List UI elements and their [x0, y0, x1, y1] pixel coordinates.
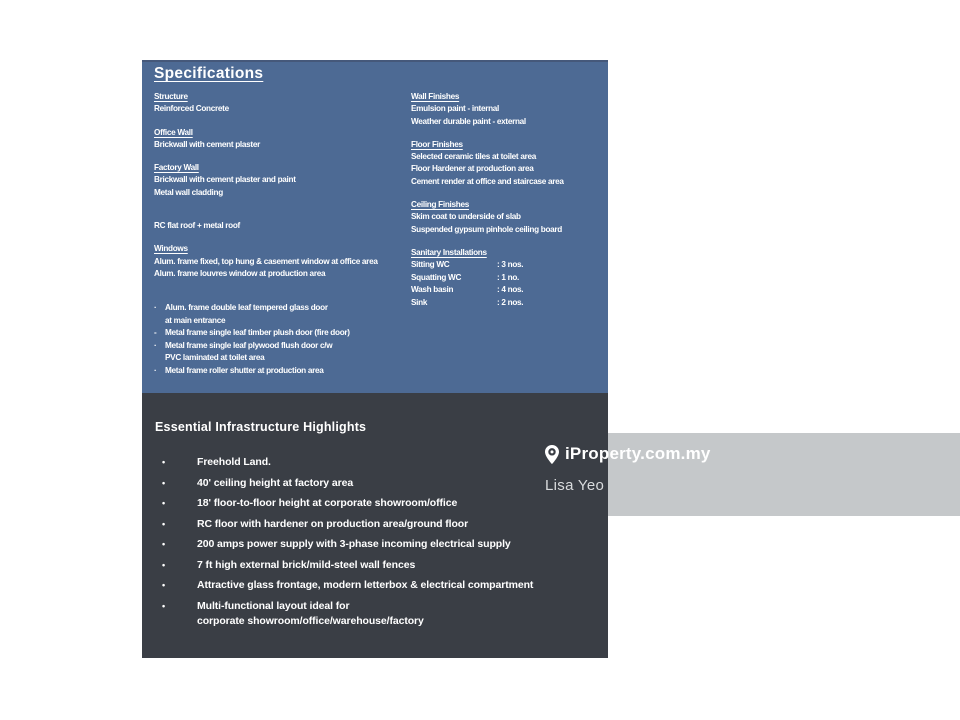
spec-line: Suspended gypsum pinhole ceiling board: [411, 224, 563, 234]
highlight-item: [162, 537, 533, 552]
spec-bullet-continuation: [154, 315, 404, 328]
bullet-marker: ·: [154, 365, 157, 375]
section-heading: Sanitary Installations: [411, 247, 487, 257]
bullet-icon: •: [162, 477, 166, 488]
sanitary-label: Squatting WC: [411, 272, 462, 282]
highlight-item: [162, 558, 533, 573]
spec-line: Emulsion paint - internal: [411, 104, 500, 114]
sanitary-value: : 3 nos.: [497, 260, 524, 270]
spec-line: Skim coat to underside of slab: [411, 212, 521, 222]
bullet-marker: [154, 315, 165, 328]
sanitary-row: [411, 297, 601, 310]
spec-section-windows: [154, 243, 404, 280]
agent-name: Lisa Yeo: [545, 477, 605, 494]
spec-column-right: [411, 91, 601, 310]
highlight-item: [162, 476, 533, 491]
highlight-item: [162, 578, 533, 593]
section-heading: Ceiling Finishes: [411, 200, 469, 210]
highlight-text: RC floor with hardener on production area/ground floor: [197, 517, 469, 530]
bullet-marker: [154, 352, 165, 365]
spec-section-sanitary: [411, 247, 601, 310]
spec-line: Metal frame roller shutter at production area: [165, 365, 324, 375]
spec-bullet-item: [154, 365, 404, 378]
sanitary-label: Sitting WC: [411, 260, 450, 270]
sanitary-row: [411, 272, 601, 285]
sanitary-row: [411, 284, 601, 297]
watermark: [545, 444, 945, 494]
spec-section-ceiling-finishes: [411, 199, 601, 236]
brand-logo: [545, 444, 945, 464]
spec-line: Metal frame single leaf timber plush door (fire door): [165, 328, 350, 338]
spec-line: Selected ceramic tiles at toilet area: [411, 152, 536, 162]
sanitary-label: Sink: [411, 298, 428, 308]
spec-bullet-item: [154, 302, 404, 315]
sanitary-value: : 4 nos.: [497, 285, 524, 295]
spec-line: Alum. frame louvres window at production area: [154, 268, 326, 278]
spec-column-left: [154, 91, 404, 377]
highlights-title: Essential Infrastructure Highlights: [155, 420, 367, 434]
section-heading: Windows: [154, 244, 188, 254]
sanitary-label: Wash basin: [411, 285, 454, 295]
spec-section-floor-finishes: [411, 139, 601, 188]
highlights-list: [162, 455, 533, 634]
spec-line: Cement render at office and staircase area: [411, 176, 564, 186]
highlight-text: 18' floor-to-floor height at corporate showroom/office: [197, 497, 458, 509]
spec-line: Alum. frame double leaf tempered glass door: [165, 303, 328, 313]
spec-line: at main entrance: [165, 315, 226, 325]
infrastructure-highlights-panel: [142, 393, 608, 658]
spec-section-wall-finishes: [411, 91, 601, 128]
highlight-item: [162, 455, 533, 470]
bullet-icon: •: [162, 539, 166, 549]
section-heading: Structure: [154, 92, 188, 101]
sanitary-value: : 1 no.: [497, 272, 520, 282]
spec-line: Metal frame single leaf plywood flush door c/w: [165, 340, 333, 350]
highlight-line: Multi-functional layout ideal for: [197, 599, 350, 612]
bullet-marker: -: [154, 328, 157, 338]
spec-bullet-item: [154, 340, 404, 353]
highlight-item: [162, 496, 533, 511]
spec-section-roof: [154, 220, 404, 232]
highlight-text: [197, 599, 424, 629]
highlight-text: 7 ft high external brick/mild-steel wall fences: [197, 558, 416, 571]
brand-name: iProperty.com.my: [565, 444, 711, 463]
sanitary-value: : 2 nos.: [497, 298, 524, 308]
spec-line: Brickwall with cement plaster: [154, 139, 260, 149]
spec-line: Floor Hardener at production area: [411, 164, 534, 174]
highlight-text: 200 amps power supply with 3-phase incoming electrical supply: [197, 538, 511, 550]
spec-section-factory-wall: [154, 162, 404, 199]
section-heading: Floor Finishes: [411, 139, 463, 149]
spec-line: Weather durable paint - external: [411, 116, 526, 126]
spec-door-bullet-list: [154, 302, 404, 377]
bullet-icon: •: [162, 580, 166, 590]
highlight-line: corporate showroom/office/warehouse/factory: [197, 614, 424, 627]
spec-line: Reinforced Concrete: [154, 104, 229, 114]
bullet-icon: •: [162, 498, 166, 508]
bullet-marker: ·: [154, 340, 157, 350]
highlight-item: [162, 517, 533, 532]
spec-bullet-continuation: [154, 352, 404, 365]
bullet-icon: •: [162, 518, 166, 529]
spec-line: Metal wall cladding: [154, 187, 223, 197]
bullet-icon: •: [162, 559, 166, 570]
specifications-title: Specifications: [154, 65, 264, 82]
section-heading: Wall Finishes: [411, 92, 460, 101]
spec-line: Brickwall with cement plaster and paint: [154, 175, 296, 185]
highlight-text: Attractive glass frontage, modern letterbox & electrical compartment: [197, 579, 534, 591]
location-pin-icon: [545, 445, 559, 464]
spec-line: PVC laminated at toilet area: [165, 353, 265, 363]
spec-line: RC flat roof + metal roof: [154, 221, 240, 231]
section-heading: Factory Wall: [154, 163, 199, 173]
highlight-item: [162, 599, 533, 629]
highlight-text: 40' ceiling height at factory area: [197, 476, 354, 489]
spec-section-office-wall: [154, 127, 404, 152]
highlight-text: Freehold Land.: [197, 456, 271, 468]
sanitary-row: [411, 259, 601, 272]
spec-line: Alum. frame fixed, top hung & casement window at office area: [154, 256, 378, 266]
bullet-marker: ·: [154, 303, 157, 313]
section-heading: Office Wall: [154, 127, 193, 137]
bullet-icon: •: [162, 457, 166, 467]
spec-bullet-item: [154, 327, 404, 340]
spec-section-structure: [154, 91, 404, 116]
bullet-icon: •: [162, 600, 166, 611]
specifications-panel: [142, 60, 608, 393]
